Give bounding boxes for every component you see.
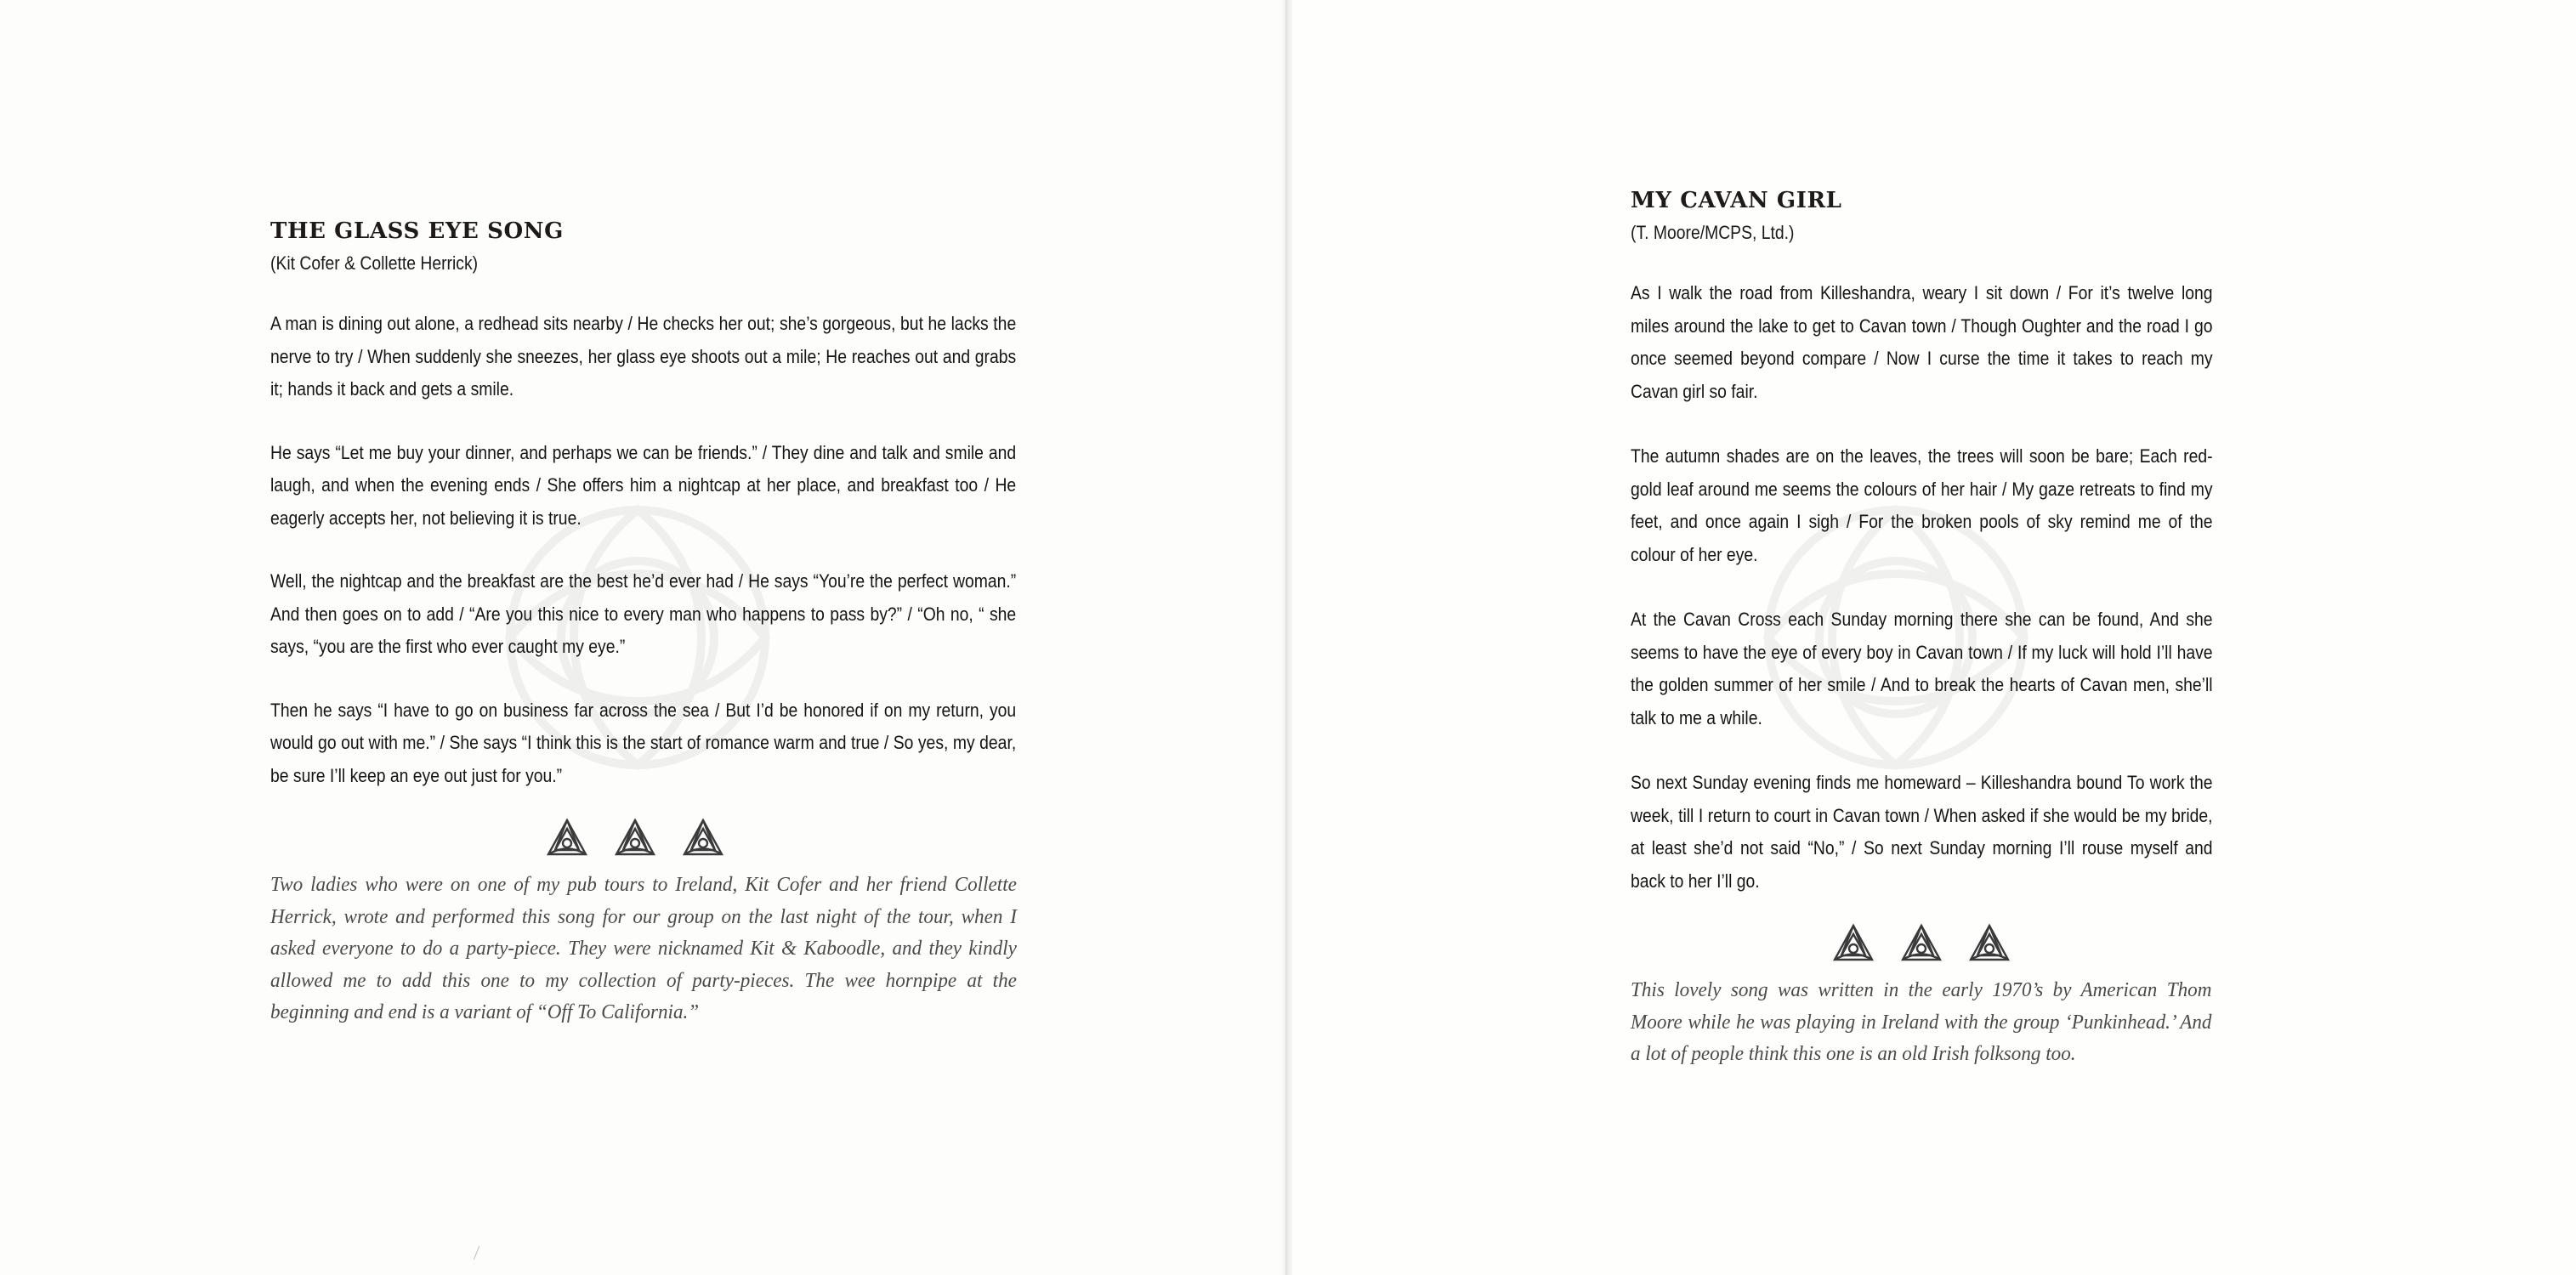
song-note: This lovely song was written in the early 1970’s by American Thom Moore while he was playing in Ireland with the group ‘Punkinhead.’ And a lot of people think this one is an old Irish folksong too. <box>1631 978 2212 1065</box>
verse: A man is dining out alone, a redhead sits nearby / He checks her out; she’s gorgeous, but he lacks the nerve to try / When suddenly she sneezes, her glass eye shoots out a mile; He reaches out and grabs it; hands it back and gets a smile. <box>270 313 1017 400</box>
verse: Then he says “I have to go on business far across the sea / But I’d be honored if on my return, you would go out with me.” / She says “I think this is the start of romance warm and true / So yes, my dear, be sure I’ll keep an eye out just for you.” <box>270 699 1017 786</box>
ornament-divider <box>253 818 1017 857</box>
verse: At the Cavan Cross each Sunday morning there she can be found, And she seems to have the eye of every boy in Cavan town / If my luck will hold I’ll have the golden summer of her smile / And to break the hearts of Cavan men, she’ll talk to me a while. <box>1631 609 2213 728</box>
ornament-divider <box>1631 923 2212 962</box>
song-title: THE GLASS EYE SONG <box>270 218 564 244</box>
celtic-knot-triangle-icon <box>682 818 724 857</box>
verse: So next Sunday evening finds me homeward – Killeshandra bound To work the week, till I return to court in Cavan town / When asked if she would be my bride, at least she’d not said “No,” / So next Sunday morning I’ll rouse myself and back to her I’ll go. <box>1631 772 2213 892</box>
verse: The autumn shades are on the leaves, the trees will soon be bare; Each red-gold leaf around me seems the colours of her hair / My gaze retreats to find my feet, and once again I sigh / For the broken pools of sky remind me of the colour of her eye. <box>1631 445 2213 565</box>
celtic-knot-triangle-icon <box>1968 923 2011 962</box>
celtic-knot-triangle-icon <box>546 818 588 857</box>
song-credit: (T. Moore/MCPS, Ltd.) <box>1631 222 1795 243</box>
song-glass-eye <box>270 218 1017 1028</box>
song-cavan-girl <box>1631 187 2212 1070</box>
song-credit: (Kit Cofer & Collette Herrick) <box>270 252 479 274</box>
celtic-knot-triangle-icon <box>1900 923 1943 962</box>
song-title: MY CAVAN GIRL <box>1631 188 1842 213</box>
song-note: Two ladies who were on one of my pub tours to Ireland, Kit Cofer and her friend Collette Herrick, wrote and performed this song for our group on the last night of the tour, when I asked everyone to do a party-piece. They were nicknamed Kit & Kaboodle, and they kindly allowed me to add this one to my collection of party-pieces. The wee hornpipe at the beginning and end is a variant of “Off To California.” <box>270 873 1017 1023</box>
verse: As I walk the road from Killeshandra, weary I sit down / For it’s twelve long miles around the lake to get to Cavan town / Though Oughter and the road I go once seemed beyond compare / Now I curse the time it takes to reach my Cavan girl so fair. <box>1631 282 2213 402</box>
page-edge-mark <box>474 1246 486 1260</box>
celtic-knot-triangle-icon <box>614 818 656 857</box>
verse: He says “Let me buy your dinner, and perhaps we can be friends.” / They dine and talk and smile and laugh, and when the evening ends / She offers him a nightcap at her place, and breakfast too / He eagerly accepts her, not believing it is true. <box>270 441 1017 529</box>
gutter-fold-line <box>1285 0 1287 1275</box>
verse: Well, the nightcap and the breakfast are the best he’d ever had / He says “You’re the perfect woman.” And then goes on to add / “Are you this nice to every man who happens to pass by?” / “Oh no, “ she says, “you are the first who ever caught my eye.” <box>270 570 1017 657</box>
celtic-knot-triangle-icon <box>1832 923 1875 962</box>
